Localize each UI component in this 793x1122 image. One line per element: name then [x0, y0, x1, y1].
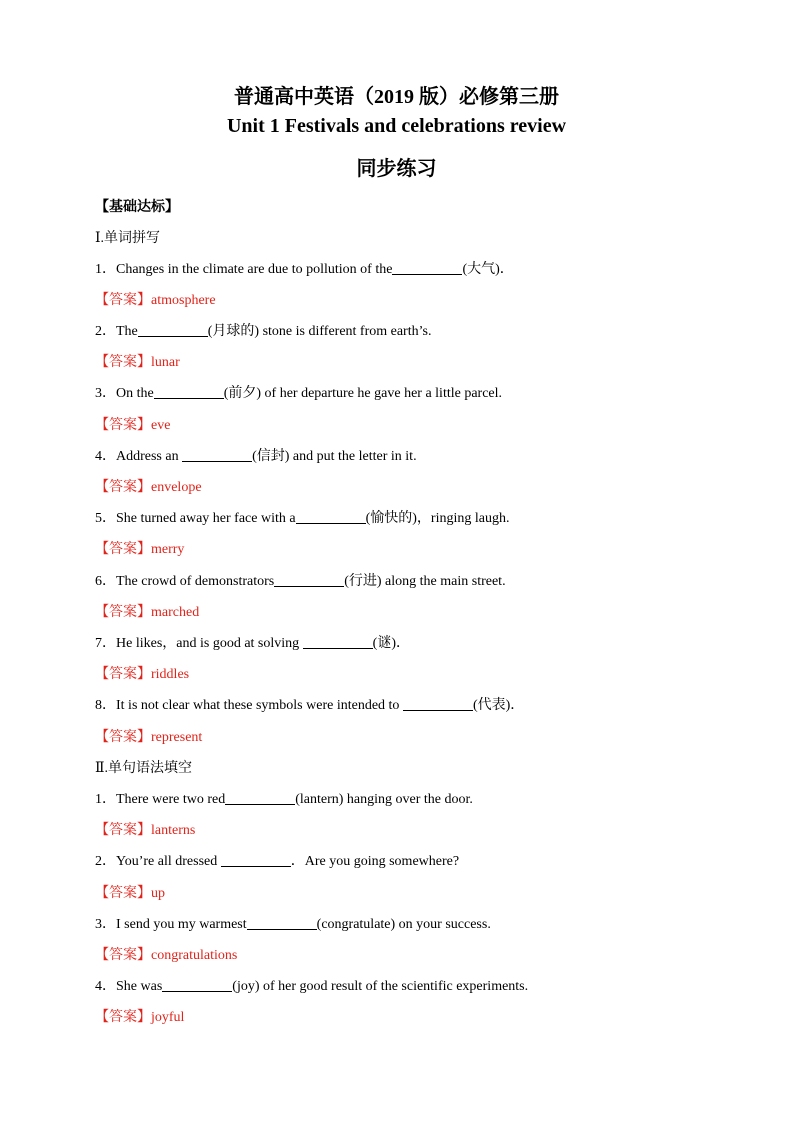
- title-line-1: 普通高中英语（2019 版）必修第三册: [234, 86, 559, 108]
- question-p1-8: [95, 696, 524, 716]
- question-hint: (congratulate) on your success.: [316, 917, 491, 932]
- question-text: The: [116, 324, 138, 339]
- question-hint: (joy) of her good result of the scientific experiments.: [232, 979, 529, 994]
- answer-blank: [221, 852, 291, 867]
- answer-blank: [225, 790, 295, 805]
- question-text: There were two red: [116, 792, 226, 807]
- question-hint: (信封) and put the letter in it.: [252, 449, 417, 464]
- question-text: She was: [116, 979, 163, 994]
- question-p1-4: [95, 447, 417, 467]
- question-number: 2．: [95, 854, 116, 869]
- answer-tag: 【答案】: [95, 355, 151, 370]
- question-hint: (大气)．: [462, 262, 514, 277]
- answer-p1-3: [95, 416, 170, 436]
- question-number: 8．: [95, 698, 116, 713]
- answer-tag: 【答案】: [95, 605, 151, 620]
- question-text: On the: [116, 386, 154, 401]
- question-p2-2: [95, 852, 459, 872]
- question-text: Address an: [116, 449, 183, 464]
- question-text: The crowd of demonstrators: [116, 574, 275, 589]
- question-number: 3．: [95, 917, 116, 932]
- question-p1-7: [95, 634, 410, 654]
- question-hint: (行进) along the main street.: [344, 574, 506, 589]
- question-p2-1: [95, 790, 473, 810]
- answer-p1-2: [95, 353, 180, 373]
- answer-tag: 【答案】: [95, 948, 151, 963]
- question-number: 2．: [95, 324, 116, 339]
- question-text: You’re all dressed: [116, 854, 221, 869]
- answer-text: marched: [151, 605, 200, 620]
- answer-text: lunar: [151, 355, 180, 370]
- answer-blank: [274, 572, 344, 587]
- answer-p2-2: [95, 884, 165, 904]
- question-p1-6: [95, 572, 506, 592]
- part2-heading: Ⅱ.单句语法填空: [95, 761, 193, 776]
- answer-p1-8: [95, 728, 202, 748]
- answer-blank: [247, 915, 317, 930]
- question-number: 1．: [95, 792, 116, 807]
- question-number: 5．: [95, 511, 116, 526]
- answer-text: riddles: [151, 667, 190, 682]
- answer-tag: 【答案】: [95, 293, 151, 308]
- question-p1-2: [95, 322, 431, 342]
- question-number: 3．: [95, 386, 116, 401]
- answer-tag: 【答案】: [95, 418, 151, 433]
- answer-p1-4: [95, 478, 202, 498]
- question-hint: (谜)．: [372, 636, 410, 651]
- question-hint: (前夕) of her departure he gave her a little parcel.: [223, 386, 503, 401]
- question-p1-5: [95, 509, 509, 529]
- answer-text: atmosphere: [151, 293, 216, 308]
- answer-p2-4: [95, 1008, 184, 1028]
- question-p2-3: [95, 915, 491, 935]
- answer-blank: [403, 696, 473, 711]
- answer-tag: 【答案】: [95, 886, 151, 901]
- answer-blank: [392, 260, 462, 275]
- answer-p1-6: [95, 603, 199, 623]
- question-text: Changes in the climate are due to pollution of the: [116, 262, 393, 277]
- answer-blank: [303, 634, 373, 649]
- question-p1-1: [95, 260, 514, 280]
- answer-blank: [162, 977, 232, 992]
- answer-tag: 【答案】: [95, 730, 151, 745]
- question-hint: (愉快的)，ringing laugh.: [365, 511, 510, 526]
- question-number: 1．: [95, 262, 116, 277]
- question-text: I send you my warmest: [116, 917, 247, 932]
- answer-text: congratulations: [151, 948, 238, 963]
- question-text: She turned away her face with a: [116, 511, 296, 526]
- answer-tag: 【答案】: [95, 823, 151, 838]
- part1-heading: Ⅰ.单词拼写: [95, 231, 161, 246]
- answer-text: represent: [151, 730, 203, 745]
- answer-tag: 【答案】: [95, 542, 151, 557]
- question-hint: (月球的) stone is different from earth’s.: [207, 324, 432, 339]
- question-number: 4．: [95, 449, 116, 464]
- answer-p1-7: [95, 665, 189, 685]
- section-label: 【基础达标】: [95, 200, 179, 215]
- question-text: It is not clear what these symbols were intended to: [116, 698, 403, 713]
- question-p2-4: [95, 977, 528, 997]
- answer-p1-5: [95, 540, 184, 560]
- question-number: 7．: [95, 636, 116, 651]
- answer-text: lanterns: [151, 823, 196, 838]
- question-hint: (lantern) hanging over the door.: [295, 792, 473, 807]
- answer-text: merry: [151, 542, 185, 557]
- question-hint: (代表)．: [472, 698, 525, 713]
- answer-tag: 【答案】: [95, 1010, 151, 1025]
- answer-blank: [154, 384, 224, 399]
- answer-tag: 【答案】: [95, 480, 151, 495]
- answer-text: joyful: [151, 1010, 185, 1025]
- question-text: He likes，and is good at solving: [116, 636, 303, 651]
- question-number: 4．: [95, 979, 116, 994]
- question-p1-3: [95, 384, 502, 404]
- question-number: 6．: [95, 574, 116, 589]
- title-line-2: Unit 1 Festivals and celebrations review: [226, 115, 567, 137]
- answer-text: envelope: [151, 480, 202, 495]
- answer-text: up: [151, 886, 165, 901]
- answer-tag: 【答案】: [95, 667, 151, 682]
- answer-text: eve: [151, 418, 171, 433]
- answer-p2-3: [95, 946, 237, 966]
- answer-p1-1: [95, 291, 216, 311]
- answer-blank: [296, 509, 366, 524]
- answer-blank: [182, 447, 252, 462]
- answer-p2-1: [95, 821, 195, 841]
- question-hint: ．Are you going somewhere?: [290, 854, 460, 869]
- title-line-3: 同步练习: [356, 158, 437, 180]
- answer-blank: [138, 322, 208, 337]
